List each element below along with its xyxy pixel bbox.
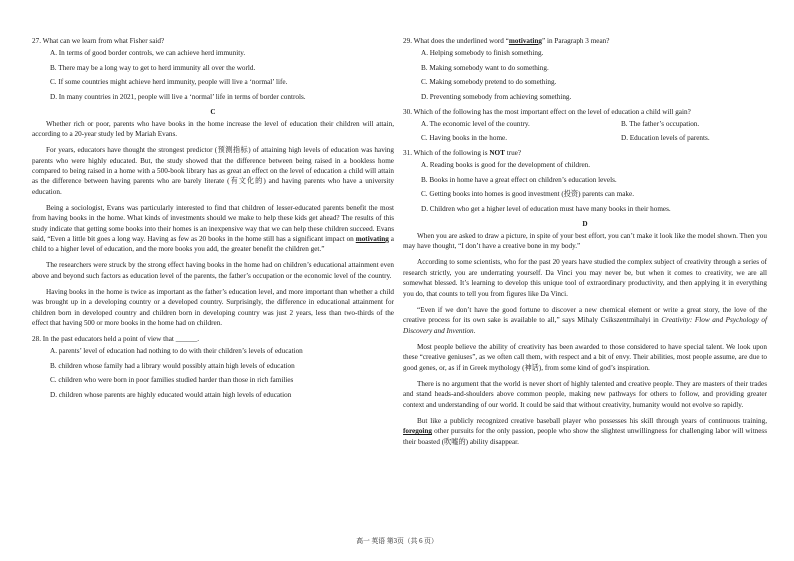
q29-stem-b: ” in Paragraph 3 mean? (542, 37, 610, 45)
passage-d-paragraph-4: Most people believe the ability of creativity has been awarded to those considered to have special talent. We look upon these “creative geniuses”, as we often call them, with respect and a bit of envy. Their abilities, most people assume, are due to good genes, or, as if in Greek mythology (神话), from some kind of god’s inspiration. (403, 342, 767, 372)
question-30-stem: 30. Which of the following has the most important effect on the level of education a child will gain? (403, 107, 691, 116)
question-28-stem: 28. In the past educators held a point of view that ______. (32, 335, 200, 344)
question-29-stem (403, 36, 767, 46)
passage-c-paragraph-2: For years, educators have thought the strongest predictor (预测指标) of attaining high levels of education was having parents who were highly educated. But, the study showed that the difference between being raised in a bookless home compared to being raised in a home with a 500-book library has as great an effect on the level of education a child will attain as the difference between having parents who are barely literate (有文化的) and having parents who have a university education. (32, 146, 394, 196)
q30-option-a: A. The economic level of the country. (421, 119, 530, 128)
underlined-word-motivating: motivating (355, 235, 389, 244)
paragraph-6-text-b: other pursuits for the only passion, people who show the slightest unwillingness for challenging labor will witness their boasted (吹嘘的) ability disappear. (403, 427, 767, 446)
q30-option-b: B. The father’s occupation. (621, 119, 700, 128)
q31-bold-not: NOT (489, 148, 505, 157)
left-column (32, 36, 394, 405)
passage-d-paragraph-1: When you are asked to draw a picture, in spite of your best effort, you can’t make it look like the model shown. Then you may have thought, “I don’t have a creative bone in my body.” (403, 231, 767, 251)
q29-option-b: B. Making somebody want to do something. (421, 63, 549, 72)
paragraph-3-end: . (473, 326, 476, 335)
q29-option-d: D. Preventing somebody from achieving something. (421, 92, 572, 101)
page-footer: 高一 英语 第3页（共 6 页） (356, 537, 438, 545)
q29-underlined-word: motivating (508, 37, 542, 45)
right-column (403, 36, 767, 453)
passage-c-paragraph-3 (32, 203, 394, 255)
q27-option-c: C. If some countries might achieve herd immunity, people will live a ‘normal’ life. (50, 78, 288, 87)
q31-option-c: C. Getting books into homes is good investment (投资) parents can make. (421, 190, 634, 199)
q30-options-row-1 (403, 119, 767, 129)
question-27-stem: 27. What can we learn from what Fisher said? (32, 37, 165, 45)
passage-c-paragraph-4: The researchers were struck by the strong effect having books in the home had on children’s educational attainment even above and beyond such factors as education level of the parents, the father’s occupation or the economic level of the country. (32, 261, 394, 280)
q31-option-a: A. Reading books is good for the development of children. (421, 161, 591, 170)
book-title: Creativity: Flow and Psychology of Discovery and Invention (403, 316, 767, 335)
q31-stem-a: 31. Which of the following is (403, 148, 490, 157)
q31-option-d: D. Children who get a higher level of education must have many books in their homes. (421, 204, 671, 213)
section-heading-c: C (210, 107, 216, 116)
passage-d-paragraph-6 (403, 416, 767, 448)
paragraph-3-text-a: Being a sociologist, Evans was particularly interested to find that children of lesser-educated parents benefit the most from having books in the home. What kinds of investments should we make to help these kids get ahead? The results of this study indicate that getting some books into their homes is an inexpensive way that we can help these children succeed. Evans said, “Even a little bit goes a long way. Having as few as 20 books in the home still has a significant impact on (32, 203, 394, 244)
q30-options-row-2 (403, 133, 767, 143)
q28-option-b: B. children whose family had a library would possibly attain high levels of education (50, 361, 295, 370)
paragraph-6-text-a: But like a publicly recognized creative baseball player who possesses his skill through years of continuous training, (417, 416, 767, 425)
q30-option-c: C. Having books in the home. (421, 134, 508, 143)
q28-option-d: D. children whose parents are highly educated would attain high levels of education (50, 391, 292, 400)
q31-option-b: B. Books in home have a great effect on children’s education levels. (421, 175, 617, 184)
q27-option-b: B. There may be a long way to get to herd immunity all over the world. (50, 63, 256, 72)
underlined-word-foregoing: foregoing (403, 427, 433, 436)
q27-option-a: A. In terms of good border controls, we can achieve herd immunity. (50, 49, 246, 58)
q30-option-d: D. Education levels of parents. (621, 134, 710, 143)
q28-option-c: C. children who were born in poor families studied harder than those in rich families (50, 376, 294, 385)
q29-stem-a: 29. What does the underlined word “ (403, 37, 509, 45)
paragraph-3-text-b: a child to a higher level of education, and the more books you add, the greater benefit the children get.” (32, 235, 394, 254)
passage-d-paragraph-2: According to some scientists, who for the past 20 years have studied the complex subject of creativity through a series of research strictly, you are underrating yourself. Da Vinci you may never be, but when it comes to creativity, we are all somewhat blessed. It’s learning to develop this unique tool of extraordinary productivity, and then applying it in everything you do, that counts to tell you from figures like Da Vinci. (403, 258, 767, 298)
question-31-stem (403, 148, 767, 158)
passage-c-paragraph-1: Whether rich or poor, parents who have books in the home increase the level of education their children will attain, according to a 20-year study led by Mariah Evans. (32, 119, 394, 139)
passage-d-paragraph-3 (403, 305, 767, 337)
section-heading-d: D (582, 219, 588, 228)
q31-stem-b: true? (504, 148, 522, 157)
passage-d-paragraph-5: There is no argument that the world is never short of highly talented and creative people. They are masters of their trades and stand heads-and-shoulders above common people, making new pathways for others to follow, and providing greater context and understanding of our world. It could be said that without creativity, humanity would not evolve so rapidly. (403, 379, 767, 409)
q28-option-a: A. parents’ level of education had nothing to do with their children’s levels of education (50, 347, 303, 356)
passage-c-paragraph-5: Having books in the home is twice as important as the father’s education level, and more important than whether a child was brought up in a developing country or a developed country. Surprisingly, the difference in educational attainment for children born in developed country and children born in developing country was just 2 years, less than two-thirds of the effect that having 500 or more books in the home had on children. (32, 287, 394, 328)
q29-option-a: A. Helping somebody to finish something. (421, 49, 544, 58)
q29-option-c: C. Making somebody pretend to do something. (421, 78, 557, 87)
paragraph-3-quote: “Even if we don’t have the good fortune to discover a new chemical element or write a great story, the love of the creative process for its own sake is available to all,” says Mihaly Csikszentmihalyi in (403, 305, 767, 325)
q27-option-d: D. In many countries in 2021, people will live a ‘normal’ life in terms of border controls. (50, 92, 306, 101)
